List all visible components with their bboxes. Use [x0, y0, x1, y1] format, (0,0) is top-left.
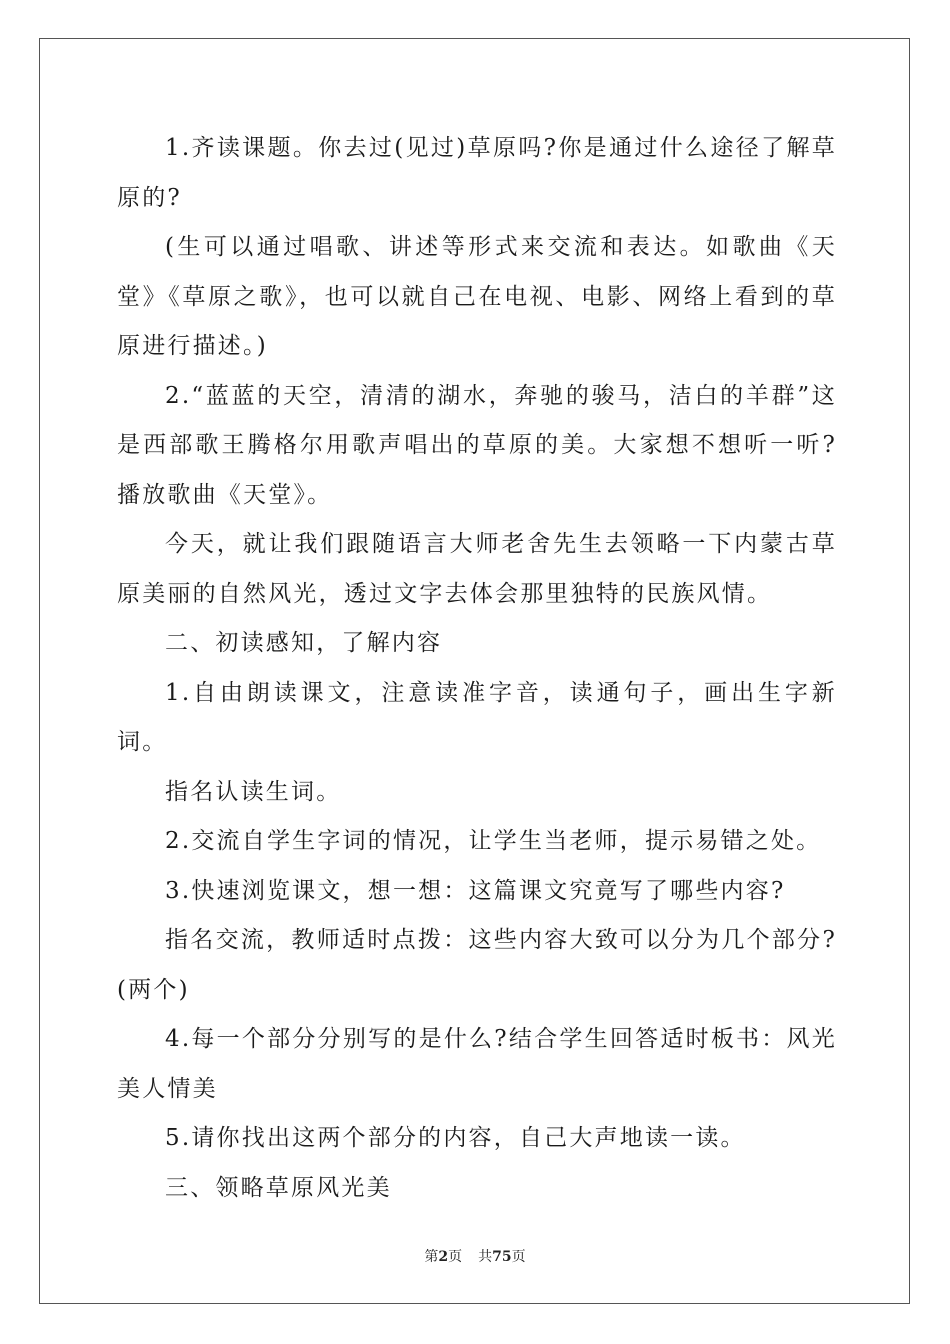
paragraph: 2.交流自学生字词的情况，让学生当老师，提示易错之处。 — [165, 828, 822, 854]
paragraph: 2.“蓝蓝的天空，清清的湖水，奔驰的骏马，洁白的羊群”这是西部歌王腾格尔用歌声唱出的草原的美。大家想不想听一听?播放歌曲《天堂》。 — [117, 382, 837, 508]
document-body — [117, 124, 837, 1213]
page-label-prefix: 第 — [424, 1249, 439, 1265]
paragraph: (生可以通过唱歌、讲述等形式来交流和表达。如歌曲《天堂》《草原之歌》，也可以就自己在电视、电影、网络上看到的草原进行描述。) — [117, 234, 837, 359]
page-label-suffix: 页 — [448, 1249, 463, 1265]
paragraph: 指名交流，教师适时点拨：这些内容大致可以分为几个部分?(两个) — [117, 927, 837, 1003]
paragraph: 指名认读生词。 — [165, 778, 342, 805]
page-footer — [0, 1246, 950, 1266]
total-pages: 75 — [492, 1249, 512, 1265]
paragraph: 1.自由朗读课文，注意读准字音，读通句子，画出生字新词。 — [117, 679, 837, 755]
section-heading: 三、领略草原风光美 — [165, 1174, 392, 1201]
paragraph: 1.齐读课题。你去过(见过)草原吗?你是通过什么途径了解草原的? — [117, 135, 837, 211]
page-number: 2 — [438, 1249, 449, 1265]
paragraph: 今天，就让我们跟随语言大师老舍先生去领略一下内蒙古草原美丽的自然风光，透过文字去体会那里独特的民族风情。 — [117, 531, 837, 607]
section-heading: 二、初读感知，了解内容 — [165, 630, 443, 656]
total-label-suffix: 页 — [511, 1249, 526, 1265]
paragraph: 3.快速浏览课文，想一想：这篇课文究竟写了哪些内容? — [165, 877, 786, 904]
total-label-prefix: 共 — [478, 1249, 493, 1265]
paragraph: 4.每一个部分分别写的是什么?结合学生回答适时板书：风光美人情美 — [117, 1026, 837, 1102]
paragraph: 5.请你找出这两个部分的内容，自己大声地读一读。 — [165, 1125, 746, 1151]
